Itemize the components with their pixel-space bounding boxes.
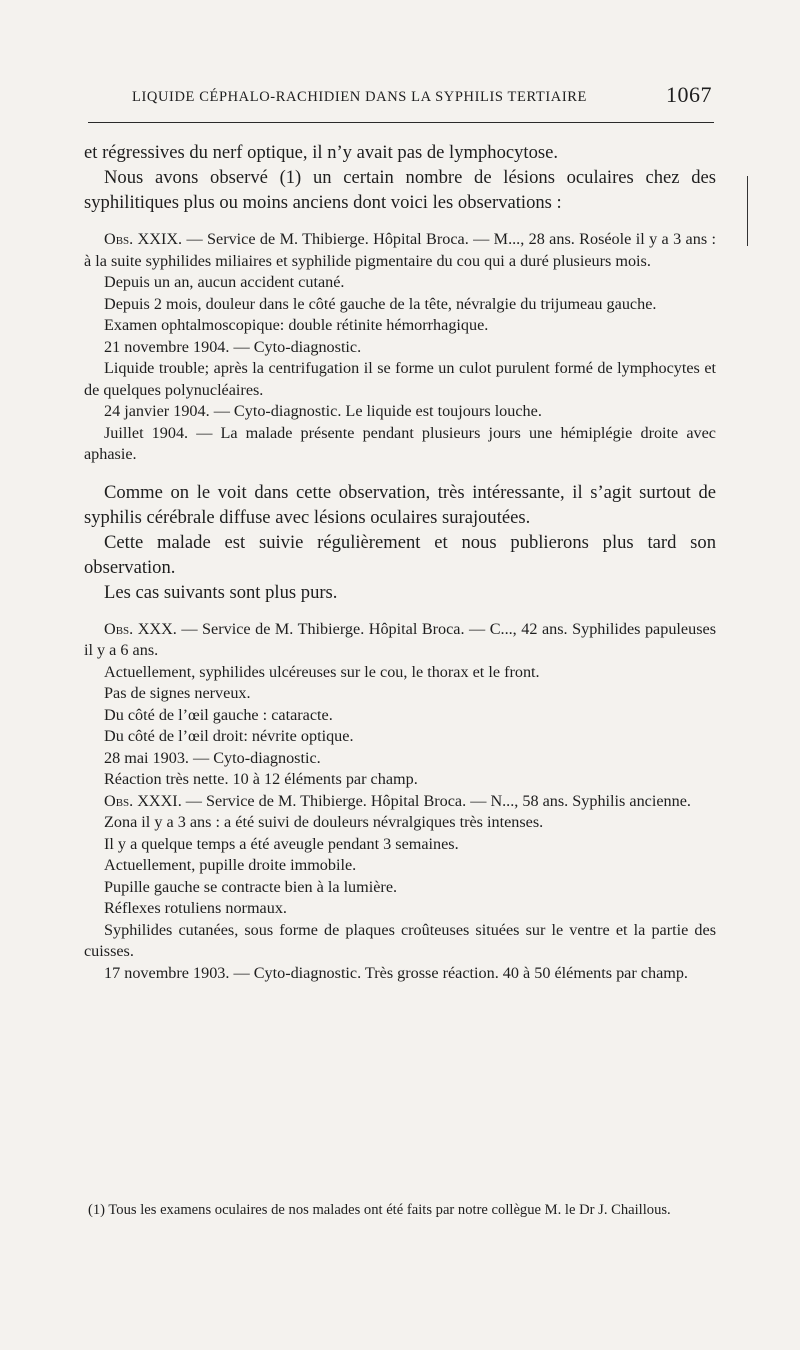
paragraph bbox=[84, 963, 716, 985]
paragraph bbox=[84, 530, 716, 580]
paragraph-text: Du côté de l’œil droit: névrite optique. bbox=[104, 727, 354, 745]
paragraph bbox=[84, 294, 716, 316]
observation-heading-paragraph bbox=[84, 619, 716, 662]
paragraph-text: Du côté de l’œil gauche : cataracte. bbox=[104, 705, 333, 724]
paragraph-text: Pupille gauche se contracte bien à la lumière. bbox=[104, 877, 398, 896]
header-rule bbox=[88, 122, 714, 123]
paragraph-text: Examen ophtalmoscopique: double rétinite hémorrhagique. bbox=[104, 316, 489, 334]
paragraph-text: Actuellement, syphilides ulcéreuses sur le cou, le thorax et le front. bbox=[104, 662, 540, 681]
paragraph-text: 17 novembre 1903. — Cyto-diagnostic. Très grosse réaction. 40 à 50 éléments par champ. bbox=[104, 963, 688, 982]
paragraph bbox=[84, 662, 716, 684]
paragraph-text: Il y a quelque temps a été aveugle pendant 3 semaines. bbox=[104, 834, 459, 853]
paragraph-text: Réaction très nette. 10 à 12 éléments par champ. bbox=[104, 770, 418, 788]
paragraph-text: 24 janvier 1904. — Cyto-diagnostic. Le liquide est toujours louche. bbox=[104, 402, 542, 420]
paragraph bbox=[84, 726, 716, 748]
paragraph bbox=[84, 401, 716, 423]
paragraph bbox=[84, 580, 716, 605]
paragraph-text: et régressives du nerf optique, il n’y avait pas de lymphocytose. bbox=[84, 142, 559, 163]
observation-heading-paragraph bbox=[84, 791, 716, 813]
paragraph bbox=[84, 337, 716, 359]
paragraph-text: Nous avons observé (1) un certain nombre de lésions oculaires chez des syphilitiques plus ou moins anciens dont voici les observations : bbox=[84, 167, 716, 213]
paragraph-text: 21 novembre 1904. — Cyto-diagnostic. bbox=[104, 337, 362, 356]
paragraph bbox=[84, 898, 716, 920]
paragraph-text: — Service de M. Thibierge. Hôpital Broca. — N..., 58 ans. Syphilis ancienne. bbox=[181, 791, 691, 810]
paragraph bbox=[84, 855, 716, 877]
paragraph-text: Cette malade est suivie régulièrement et nous publierons plus tard son observation. bbox=[84, 531, 716, 578]
paragraph bbox=[84, 272, 716, 294]
paragraph-text: 28 mai 1903. — Cyto-diagnostic. bbox=[104, 748, 321, 767]
paragraph-text: Comme on le voit dans cette observation, très intéressante, il s’agit surtout de syphilis cérébrale diffuse avec lésions oculaires surajoutées. bbox=[84, 481, 716, 528]
paragraph-text: Syphilides cutanées, sous forme de plaques croûteuses situées sur le ventre et la partie des cuisses. bbox=[84, 920, 716, 960]
paragraph bbox=[84, 423, 716, 466]
paragraph bbox=[84, 705, 716, 727]
paragraph-text: Zona il y a 3 ans : a été suivi de douleurs névralgiques très intenses. bbox=[104, 813, 544, 831]
paragraph bbox=[84, 748, 716, 770]
paragraph bbox=[84, 480, 716, 530]
paragraph bbox=[84, 165, 716, 215]
paragraph-text: — Service de M. Thibierge. Hôpital Broca. — M..., 28 ans. Roséole il y a 3 ans : à la suite syphilides miliaires et syphilide pigmentaire du cou qui a duré plusieurs mois. bbox=[84, 230, 716, 270]
paragraph bbox=[84, 769, 716, 791]
paragraph-text: Actuellement, pupille droite immobile. bbox=[104, 856, 357, 874]
paragraph bbox=[84, 315, 716, 337]
paragraph-text: — Service de M. Thibierge. Hôpital Broca. — C..., 42 ans. Syphilides papuleuses il y a 6 ans. bbox=[84, 619, 716, 659]
page-number: 1067 bbox=[666, 82, 712, 107]
paragraph bbox=[84, 812, 716, 834]
paragraph-text: Depuis 2 mois, douleur dans le côté gauche de la tête, névralgie du trijumeau gauche. bbox=[104, 294, 657, 313]
paragraph bbox=[84, 920, 716, 963]
paragraph-text: Juillet 1904. — La malade présente pendant plusieurs jours une hémiplégie droite avec aphasie. bbox=[84, 423, 716, 463]
paragraph bbox=[84, 683, 716, 705]
running-title: LIQUIDE CÉPHALO-RACHIDIEN DANS LA SYPHILIS TERTIAIRE bbox=[132, 89, 587, 105]
paragraph bbox=[84, 877, 716, 899]
paragraph bbox=[84, 358, 716, 401]
observation-label: Obs. XXXI. bbox=[104, 791, 182, 810]
observation-label: Obs. XXIX. bbox=[104, 230, 183, 248]
paragraph-text: Les cas suivants sont plus purs. bbox=[104, 581, 338, 603]
paragraph-text: Depuis un an, aucun accident cutané. bbox=[104, 273, 345, 291]
paragraph bbox=[84, 140, 716, 165]
footnote: (1) Tous les examens oculaires de nos malades ont été faits par notre collègue M. le Dr J. Chaillous. bbox=[88, 1202, 671, 1218]
paragraph bbox=[84, 834, 716, 856]
body-text bbox=[84, 140, 716, 984]
page-header bbox=[86, 82, 716, 112]
margin-pencil-mark bbox=[747, 176, 748, 246]
paragraph-text: Réflexes rotuliens normaux. bbox=[104, 899, 287, 917]
paragraph-text: Pas de signes nerveux. bbox=[104, 684, 251, 702]
observation-heading-paragraph bbox=[84, 229, 716, 272]
paragraph-text: Liquide trouble; après la centrifugation il se forme un culot purulent formé de lymphocytes et de quelques polynucléaires. bbox=[84, 359, 716, 399]
observation-label: Obs. XXX. bbox=[104, 619, 177, 638]
